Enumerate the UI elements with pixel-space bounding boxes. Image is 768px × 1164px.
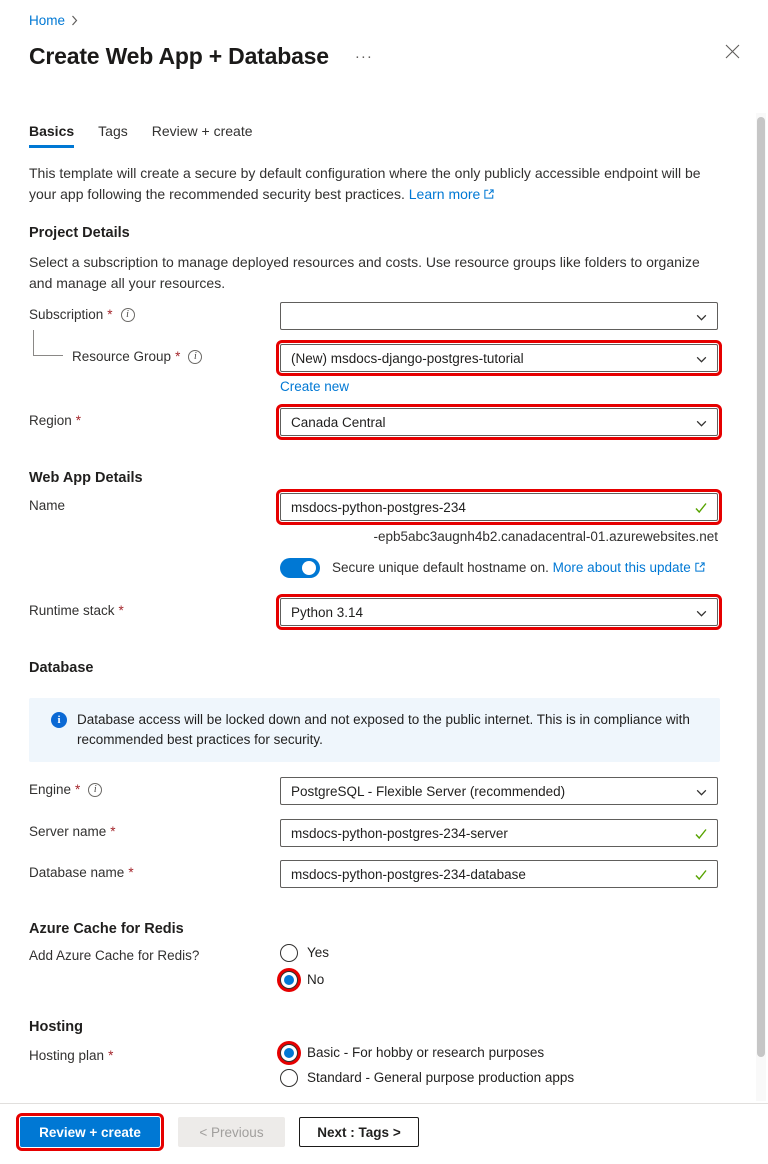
- subscription-label: [29, 302, 280, 322]
- intro-text: [29, 163, 718, 206]
- hosting-option-standard[interactable]: [280, 1068, 718, 1087]
- runtime-stack-value: Python 3.14: [291, 604, 364, 620]
- redis-radio-group: [280, 943, 718, 989]
- engine-row: [29, 777, 718, 805]
- intro-description: This template will create a secure by default configuration where the only publicly accessible endpoint will be your app following the recommended security best practices.: [29, 165, 701, 202]
- secure-hostname-row: [280, 557, 718, 579]
- title-row: [29, 41, 718, 71]
- create-new-row: [280, 379, 718, 394]
- redis-no-label: No: [307, 972, 325, 987]
- database-heading: Database: [29, 660, 94, 676]
- hosting-plan-label-text: Hosting plan: [29, 1048, 105, 1063]
- secure-hostname-label: Secure unique default hostname on.: [332, 560, 549, 575]
- name-row: [29, 493, 718, 579]
- valid-check-icon: [694, 501, 708, 518]
- name-label-text: Name: [29, 498, 66, 513]
- hosting-plan-label: [29, 1043, 280, 1063]
- server-name-label: [29, 819, 280, 839]
- engine-value: PostgreSQL - Flexible Server (recommended): [291, 783, 566, 799]
- runtime-stack-label-text: Runtime stack: [29, 603, 115, 618]
- tab-bar: [29, 123, 718, 148]
- project-details-form: [29, 302, 718, 436]
- tab-tags[interactable]: Tags: [98, 123, 128, 139]
- required-asterisk: *: [128, 865, 134, 880]
- info-filled-icon: i: [51, 712, 67, 728]
- redis-yes-label: Yes: [307, 945, 330, 960]
- page-title: Create Web App + Database: [29, 42, 329, 69]
- region-label-text: Region: [29, 413, 72, 428]
- resource-group-dropdown[interactable]: [280, 344, 718, 372]
- subscription-label-text: Subscription: [29, 307, 104, 322]
- more-about-update-link[interactable]: More about this update: [552, 560, 691, 575]
- server-name-label-text: Server name: [29, 824, 107, 839]
- info-banner-text: Database access will be locked down and not exposed to the public internet. This is in compliance with recommended best practices for security.: [77, 712, 690, 747]
- close-icon[interactable]: [725, 44, 740, 62]
- required-asterisk: *: [108, 1048, 114, 1063]
- subscription-dropdown[interactable]: [280, 302, 718, 330]
- server-name-value: msdocs-python-postgres-234-server: [291, 825, 508, 841]
- chevron-down-icon: [695, 607, 708, 623]
- project-details-description: Select a subscription to manage deployed resources and costs. Use resource groups like folders to organize and manage all your resources.: [29, 254, 700, 291]
- info-icon[interactable]: i: [121, 308, 135, 322]
- chevron-down-icon: [695, 786, 708, 802]
- chevron-right-icon: [71, 15, 79, 26]
- server-name-input[interactable]: [280, 819, 718, 847]
- radio-selected-icon[interactable]: [280, 1044, 298, 1062]
- external-link-icon: [694, 561, 706, 576]
- tab-basics[interactable]: Basics: [29, 123, 74, 148]
- resource-group-connector-line: [33, 330, 63, 356]
- secure-hostname-toggle[interactable]: [280, 558, 320, 578]
- info-banner: [29, 698, 720, 762]
- redis-option-yes[interactable]: [280, 943, 718, 962]
- required-asterisk: *: [118, 603, 124, 618]
- required-asterisk: *: [107, 307, 113, 322]
- hosting-radio-group: [280, 1043, 718, 1087]
- hosting-basic-label: Basic - For hobby or research purposes: [307, 1045, 545, 1060]
- hostname-suffix: -epb5abc3augnh4b2.canadacentral-01.azurewebsites.net: [373, 529, 718, 544]
- info-icon[interactable]: i: [188, 350, 202, 364]
- valid-check-icon: [694, 827, 708, 844]
- radio-unselected-icon[interactable]: [280, 944, 298, 962]
- redis-row: [29, 943, 718, 989]
- chevron-down-icon: [695, 417, 708, 433]
- region-row: [29, 408, 718, 436]
- hosting-plan-row: [29, 1043, 718, 1087]
- engine-label-text: Engine: [29, 782, 72, 797]
- redis-question-label: [29, 943, 280, 963]
- database-name-label-text: Database name: [29, 865, 125, 880]
- project-details-heading: Project Details: [29, 225, 130, 241]
- server-name-row: [29, 819, 718, 847]
- valid-check-icon: [694, 868, 708, 885]
- chevron-down-icon: [695, 353, 708, 369]
- redis-heading: Azure Cache for Redis: [29, 921, 184, 937]
- radio-unselected-icon[interactable]: [280, 1069, 298, 1087]
- info-icon[interactable]: i: [88, 783, 102, 797]
- hosting-standard-label: Standard - General purpose production apps: [307, 1070, 575, 1085]
- hosting-option-basic[interactable]: [280, 1043, 718, 1062]
- next-tags-button[interactable]: Next : Tags >: [299, 1117, 419, 1147]
- required-asterisk: *: [110, 824, 116, 839]
- database-name-value: msdocs-python-postgres-234-database: [291, 866, 526, 882]
- radio-selected-icon[interactable]: [280, 971, 298, 989]
- more-options-icon[interactable]: ···: [354, 47, 373, 65]
- review-create-button[interactable]: Review + create: [20, 1117, 160, 1147]
- database-name-label: [29, 860, 280, 880]
- region-label: [29, 408, 280, 428]
- engine-label: [29, 777, 280, 797]
- footer-bar: [0, 1103, 768, 1164]
- scrollbar-thumb[interactable]: [757, 117, 765, 1057]
- runtime-stack-label: [29, 598, 280, 618]
- chevron-down-icon: [695, 311, 708, 327]
- hosting-heading: Hosting: [29, 1019, 83, 1035]
- breadcrumb-home-link[interactable]: Home: [29, 12, 66, 28]
- name-label: [29, 493, 280, 513]
- tab-review-create[interactable]: Review + create: [151, 123, 253, 139]
- resource-group-label: [29, 344, 280, 364]
- required-asterisk: *: [75, 782, 81, 797]
- create-new-link[interactable]: Create new: [280, 379, 350, 394]
- required-asterisk: *: [75, 413, 82, 428]
- redis-question-text: Add Azure Cache for Redis?: [29, 948, 200, 963]
- runtime-stack-row: [29, 598, 718, 626]
- scrollbar-track[interactable]: [756, 113, 766, 1101]
- region-value: Canada Central: [291, 414, 386, 430]
- required-asterisk: *: [175, 349, 181, 364]
- previous-button[interactable]: < Previous: [178, 1117, 285, 1147]
- engine-dropdown[interactable]: [280, 777, 718, 805]
- resource-group-row: [29, 344, 718, 394]
- resource-group-label-text: Resource Group: [72, 349, 172, 364]
- name-value: msdocs-python-postgres-234: [291, 499, 466, 515]
- runtime-stack-dropdown[interactable]: [280, 598, 718, 626]
- region-dropdown[interactable]: [280, 408, 718, 436]
- redis-option-no[interactable]: [280, 970, 718, 989]
- external-link-icon: [483, 185, 495, 206]
- resource-group-value: (New) msdocs-django-postgres-tutorial: [291, 350, 524, 366]
- breadcrumb: [29, 12, 718, 28]
- learn-more-link[interactable]: Learn more: [408, 186, 481, 202]
- toggle-knob: [302, 561, 316, 575]
- database-name-row: [29, 860, 718, 888]
- name-input[interactable]: [280, 493, 718, 521]
- secure-hostname-text: [332, 560, 706, 576]
- subscription-row: [29, 302, 718, 330]
- database-name-input[interactable]: [280, 860, 718, 888]
- web-app-details-heading: Web App Details: [29, 470, 143, 486]
